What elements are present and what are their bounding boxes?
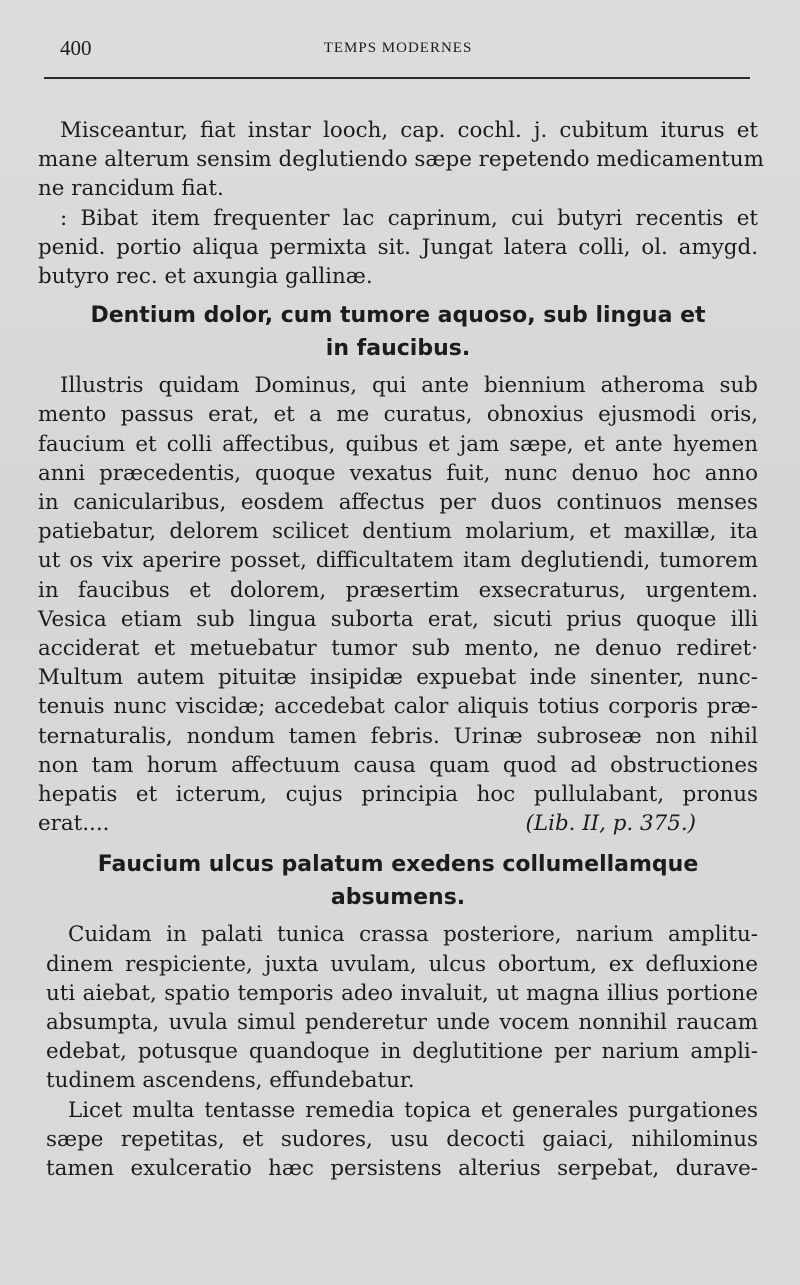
paragraph-4	[38, 920, 758, 1095]
text-line: anni præcedentis, quoque vexatus fuit, nunc denuo hoc anno	[38, 460, 758, 486]
text-line: mane alterum sensim deglutiendo sæpe repetendo medicamentum	[38, 147, 764, 173]
text-line: Illustris quidam Dominus, qui ante biennium atheroma sub	[60, 373, 758, 399]
text-line: Cuidam in palati tunica crassa posteriore, narium amplitu-	[68, 922, 758, 948]
text-line: hepatis et icterum, cujus principia hoc pullulabant, pronus	[38, 782, 758, 808]
heading-line: in faucibus.	[325, 336, 471, 362]
header-rule	[44, 77, 750, 79]
text-line: ternaturalis, nondum tamen febris. Urinæ subroseæ non nihil	[38, 723, 758, 749]
text-line: edebat, potusque quandoque in deglutitione per narium ampli-	[46, 1039, 758, 1065]
text-line: Vesica etiam sub lingua suborta erat, sicuti prius quoque illi	[38, 606, 758, 632]
citation-line	[38, 809, 758, 838]
text-line: dinem respiciente, juxta uvulam, ulcus obortum, ex defluxione	[46, 951, 758, 977]
text-line: absumpta, uvula simul penderetur unde vocem nonnihil raucam	[46, 1010, 758, 1036]
text-line: Licet multa tentasse remedia topica et generales purgationes	[68, 1097, 758, 1123]
text-line: in canicularibus, eosdem affectus per duos continuos menses	[38, 490, 758, 516]
paragraph-end-text: erat....	[38, 811, 110, 837]
section-heading-dentium	[38, 299, 758, 365]
text-line: tenuis nunc viscidæ; accedebat calor aliquis totius corporis præ-	[38, 694, 758, 720]
text-line: non tam horum affectuum causa quam quod ad obstructiones	[38, 752, 758, 778]
running-title: TEMPS MODERNES	[323, 40, 473, 56]
heading-line: Faucium ulcus palatum exedens collumellamque	[97, 852, 699, 878]
text-line: Multum autem pituitæ insipidæ expuebat inde sinenter, nunc-	[38, 665, 758, 691]
paragraph-2	[38, 204, 758, 292]
page-header	[48, 36, 748, 64]
text-line: penid. portio aliqua permixta sit. Jungat latera colli, ol. amygd.	[38, 234, 758, 260]
paragraph-3	[38, 371, 758, 809]
page-number: 400	[60, 36, 92, 60]
text-line: faucium et colli affectibus, quibus et jam sæpe, et ante hyemen	[38, 431, 758, 457]
text-line: mento passus erat, et a me curatus, obnoxius ejusmodi oris,	[38, 402, 758, 428]
text-line: sæpe repetitas, et sudores, usu decocti gaiaci, nihilominus	[46, 1126, 758, 1152]
heading-line: absumens.	[330, 885, 466, 911]
text-line: : Bibat item frequenter lac caprinum, cui butyri recentis et	[60, 205, 758, 231]
paragraph-1	[38, 116, 764, 204]
text-line: ne rancidum fiat.	[38, 176, 224, 202]
body-text	[38, 116, 764, 1183]
section-heading-faucium	[38, 848, 758, 914]
heading-line: Dentium dolor, cum tumore aquoso, sub lingua et	[90, 303, 706, 329]
text-line: acciderat et metuebatur tumor sub mento, ne denuo rediret·	[38, 636, 758, 662]
text-line: uti aiebat, spatio temporis adeo invaluit, ut magna illius portione	[46, 980, 758, 1006]
text-line: butyro rec. et axungia gallinæ.	[38, 264, 373, 290]
text-line: ut os vix aperire posset, difficultatem itam deglutiendi, tumorem	[38, 548, 758, 574]
source-citation: (Lib. II, p. 375.)	[525, 811, 696, 837]
text-line: patiebatur, delorem scilicet dentium molarium, et maxillæ, ita	[38, 519, 758, 545]
text-line: Misceantur, fiat instar looch, cap. cochl. j. cubitum iturus et	[60, 118, 758, 143]
text-line: tudinem ascendens, effundebatur.	[46, 1068, 415, 1094]
paragraph-5	[38, 1096, 758, 1184]
text-line: tamen exulceratio hæc persistens alterius serpebat, durave-	[46, 1156, 758, 1182]
text-line: in faucibus et dolorem, præsertim exsecraturus, urgentem.	[38, 577, 758, 603]
